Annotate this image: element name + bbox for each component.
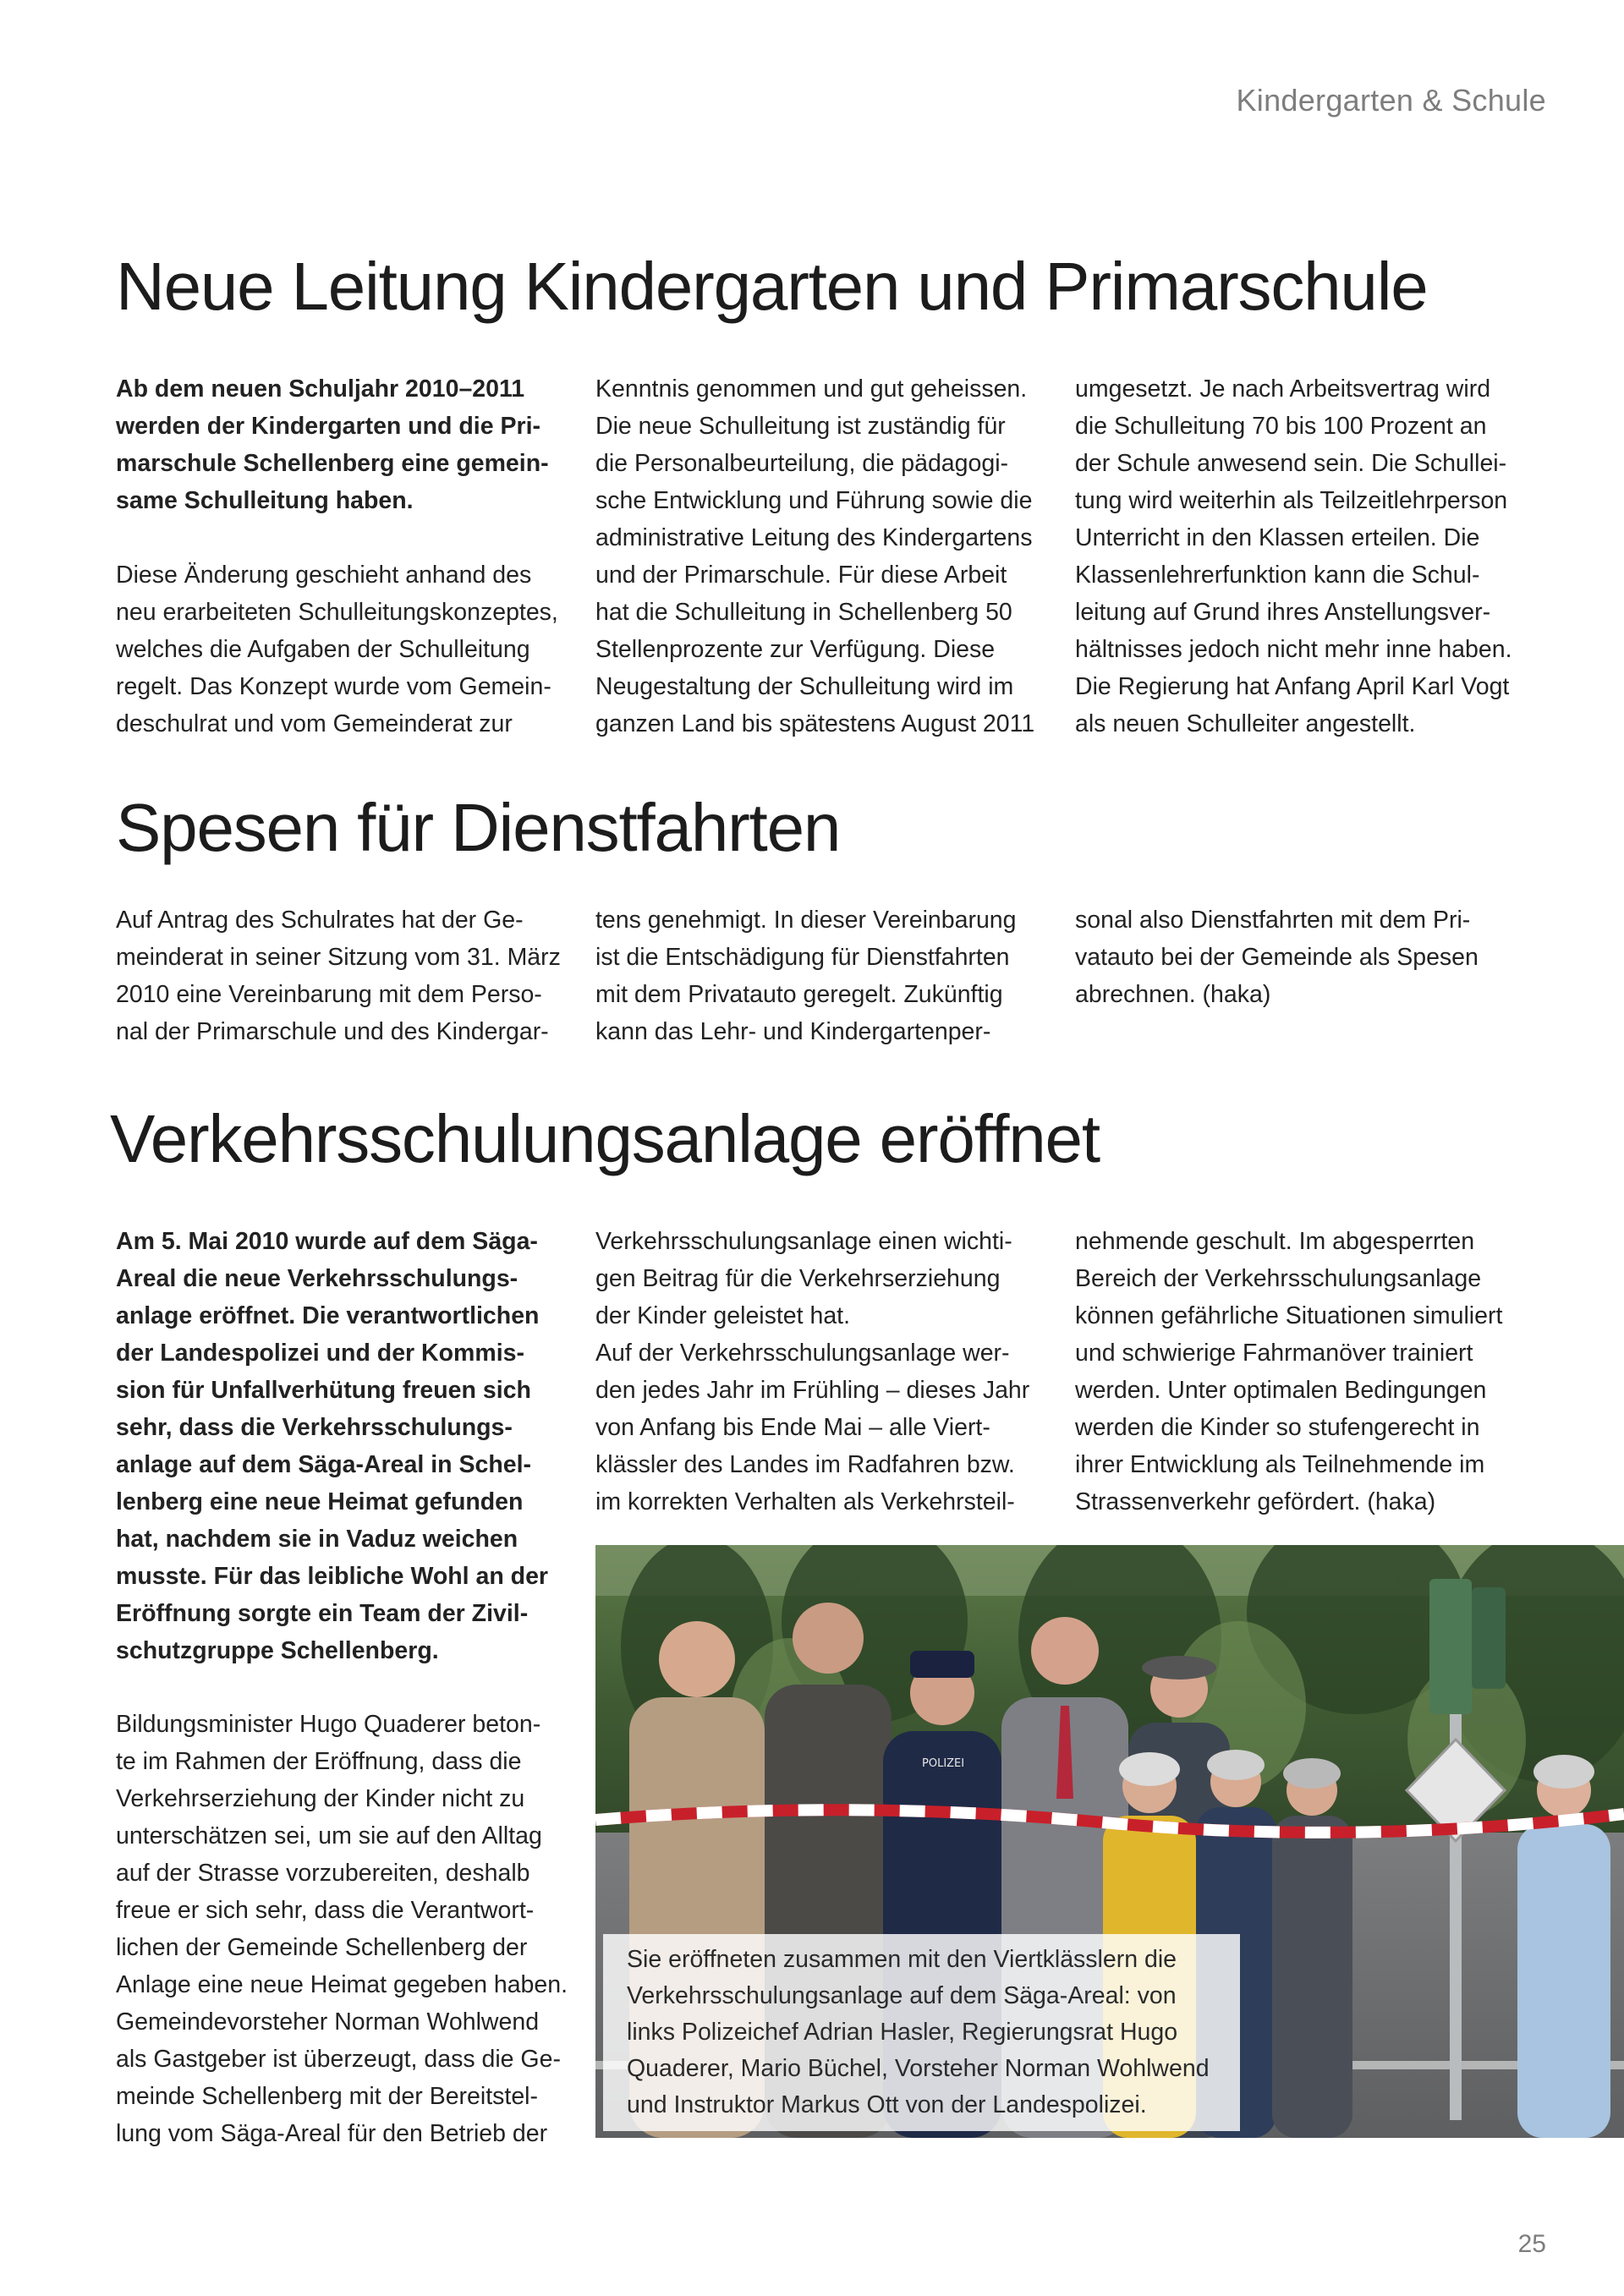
text-line: mit dem Privatauto geregelt. Zukünftig	[595, 981, 1003, 1008]
text-line: Am 5. Mai 2010 wurde auf dem Säga-	[116, 1228, 538, 1255]
text-line: werden der Kindergarten und die Pri-	[116, 413, 540, 440]
text-line: ganzen Land bis spätestens August 2011	[595, 710, 1035, 737]
text-line: musste. Für das leibliche Wohl an der	[116, 1563, 549, 1590]
text-line: Verkehrsschulungsanlage einen wichti-	[595, 1228, 1012, 1255]
text-line: Verkehrserziehung der Kinder nicht zu	[116, 1785, 525, 1812]
text-line: sche Entwicklung und Führung sowie die	[595, 487, 1033, 514]
text-line: sonal also Dienstfahrten mit dem Pri-	[1075, 907, 1471, 934]
page-number: 25	[1517, 2230, 1546, 2258]
text-line: anlage eröffnet. Die verantwortlichen	[116, 1302, 540, 1329]
text-line: der Schule anwesend sein. Die Schullei-	[1075, 450, 1507, 477]
text-line: schutzgruppe Schellenberg.	[116, 1637, 439, 1664]
text-line: anlage auf dem Säga-Areal in Schel-	[116, 1451, 531, 1478]
text-line: auf der Strasse vorzubereiten, deshalb	[116, 1860, 530, 1887]
text-line: Eröffnung sorgte ein Team der Zivil-	[116, 1600, 529, 1627]
section-label: Kindergarten & Schule	[1236, 83, 1546, 118]
text-line: nehmende geschult. Im abgesperrten	[1075, 1228, 1475, 1255]
text-line: hältnisses jedoch nicht mehr inne haben.	[1075, 636, 1512, 663]
text-line: lichen der Gemeinde Schellenberg der	[116, 1934, 528, 1961]
text-line: neu erarbeiteten Schulleitungskonzeptes,	[116, 599, 558, 626]
police-badge-text: POLIZEI	[922, 1757, 965, 1770]
text-line: meinderat in seiner Sitzung vom 31. März	[116, 944, 561, 971]
caption-line: Sie eröffneten zusammen mit den Viertklässlern die	[627, 1946, 1177, 1973]
text-line: Kenntnis genommen und gut geheissen.	[595, 375, 1028, 403]
text-line: der Kinder geleistet hat.	[595, 1302, 851, 1329]
text-line: regelt. Das Konzept wurde vom Gemein-	[116, 673, 551, 700]
text-line: sion für Unfallverhütung freuen sich	[116, 1377, 531, 1404]
text-line: Unterricht in den Klassen erteilen. Die	[1075, 524, 1480, 551]
text-line: marschule Schellenberg eine gemein-	[116, 450, 549, 477]
text-line: Areal die neue Verkehrsschulungs-	[116, 1265, 518, 1292]
text-line: same Schulleitung haben.	[116, 487, 414, 514]
text-line: der Landespolizei und der Kommis-	[116, 1340, 524, 1367]
text-line: Gemeindevorsteher Norman Wohlwend	[116, 2008, 540, 2036]
text-line: tung wird weiterhin als Teilzeitlehrperson	[1075, 487, 1508, 514]
text-line: sehr, dass die Verkehrsschulungs-	[116, 1414, 513, 1441]
text-line: Klassenlehrerfunktion kann die Schul-	[1075, 562, 1480, 589]
text-line: vatauto bei der Gemeinde als Spesen	[1075, 944, 1479, 971]
article-title-spesen: Spesen für Dienstfahrten	[116, 790, 841, 865]
text-line: im korrekten Verhalten als Verkehrsteil-	[595, 1488, 1015, 1515]
caption-line: links Polizeichef Adrian Hasler, Regierungsrat Hugo	[627, 2019, 1178, 2046]
text-line: können gefährliche Situationen simuliert	[1075, 1302, 1503, 1329]
text-line: Strassenverkehr gefördert. (haka)	[1075, 1488, 1436, 1515]
text-line: Anlage eine neue Heimat gegeben haben.	[116, 1971, 568, 1998]
caption-line: Quaderer, Mario Büchel, Vorsteher Norman Wohlwend	[627, 2055, 1210, 2082]
text-line: werden. Unter optimalen Bedingungen	[1075, 1377, 1487, 1404]
caption-line: Verkehrsschulungsanlage auf dem Säga-Areal: von	[627, 1982, 1177, 2009]
text-line: lenberg eine neue Heimat gefunden	[116, 1488, 524, 1515]
text-line: 2010 eine Vereinbarung mit dem Perso-	[116, 981, 542, 1008]
text-line: als neuen Schulleiter angestellt.	[1075, 710, 1416, 737]
text-line: administrative Leitung des Kindergartens	[595, 524, 1033, 551]
text-line: meinde Schellenberg mit der Bereitstel-	[116, 2083, 538, 2110]
article-title-neue-leitung: Neue Leitung Kindergarten und Primarschule	[116, 249, 1428, 324]
text-line: den jedes Jahr im Frühling – dieses Jahr	[595, 1377, 1030, 1404]
text-line: kann das Lehr- und Kindergartenper-	[595, 1018, 991, 1045]
text-line: gen Beitrag für die Verkehrserziehung	[595, 1265, 1001, 1292]
text-line: von Anfang bis Ende Mai – alle Viert-	[595, 1414, 990, 1441]
text-line: klässler des Landes im Radfahren bzw.	[595, 1451, 1015, 1478]
text-line: leitung auf Grund ihres Anstellungsver-	[1075, 599, 1491, 626]
text-line: Ab dem neuen Schuljahr 2010–2011	[116, 375, 525, 403]
text-line: als Gastgeber ist überzeugt, dass die Ge-	[116, 2046, 561, 2073]
caption-line: und Instruktor Markus Ott von der Landespolizei.	[627, 2091, 1147, 2118]
text-line: und der Primarschule. Für diese Arbeit	[595, 562, 1007, 589]
text-line: abrechnen. (haka)	[1075, 981, 1271, 1008]
text-line: welches die Aufgaben der Schulleitung	[116, 636, 530, 663]
text-line: werden die Kinder so stufengerecht in	[1075, 1414, 1480, 1441]
text-line: Neugestaltung der Schulleitung wird im	[595, 673, 1014, 700]
text-line: die Schulleitung 70 bis 100 Prozent an	[1075, 413, 1487, 440]
text-line: und schwierige Fahrmanöver trainiert	[1075, 1340, 1473, 1367]
text-line: Die neue Schulleitung ist zuständig für	[595, 413, 1006, 440]
text-line: deschulrat und vom Gemeinderat zur	[116, 710, 513, 737]
text-line: lung vom Säga-Areal für den Betrieb der	[116, 2120, 548, 2147]
text-line: nal der Primarschule und des Kindergar-	[116, 1018, 549, 1045]
text-line: freue er sich sehr, dass die Verantwort-	[116, 1897, 535, 1924]
text-line: Die Regierung hat Anfang April Karl Vogt	[1075, 673, 1510, 700]
text-line: hat die Schulleitung in Schellenberg 50	[595, 599, 1012, 626]
text-line: Bildungsminister Hugo Quaderer beton-	[116, 1711, 541, 1738]
text-line: hat, nachdem sie in Vaduz weichen	[116, 1526, 518, 1553]
text-line: ihrer Entwicklung als Teilnehmende im	[1075, 1451, 1485, 1478]
text-line: unterschätzen sei, um sie auf den Alltag	[116, 1822, 542, 1849]
article-title-verkehrsschulungsanlage: Verkehrsschulungsanlage eröffnet	[110, 1101, 1100, 1176]
text-line: tens genehmigt. In dieser Vereinbarung	[595, 907, 1017, 934]
text-line: die Personalbeurteilung, die pädagogi-	[595, 450, 1009, 477]
text-line: te im Rahmen der Eröffnung, dass die	[116, 1748, 522, 1775]
text-line: Stellenprozente zur Verfügung. Diese	[595, 636, 996, 663]
photo-caption	[603, 1934, 1240, 2131]
text-line: Diese Änderung geschieht anhand des	[116, 562, 532, 589]
text-line: ist die Entschädigung für Dienstfahrten	[595, 944, 1010, 971]
text-line: Auf Antrag des Schulrates hat der Ge-	[116, 907, 524, 934]
text-line: umgesetzt. Je nach Arbeitsvertrag wird	[1075, 375, 1491, 403]
text-line: Auf der Verkehrsschulungsanlage wer-	[595, 1340, 1010, 1367]
text-line: Bereich der Verkehrsschulungsanlage	[1075, 1265, 1482, 1292]
